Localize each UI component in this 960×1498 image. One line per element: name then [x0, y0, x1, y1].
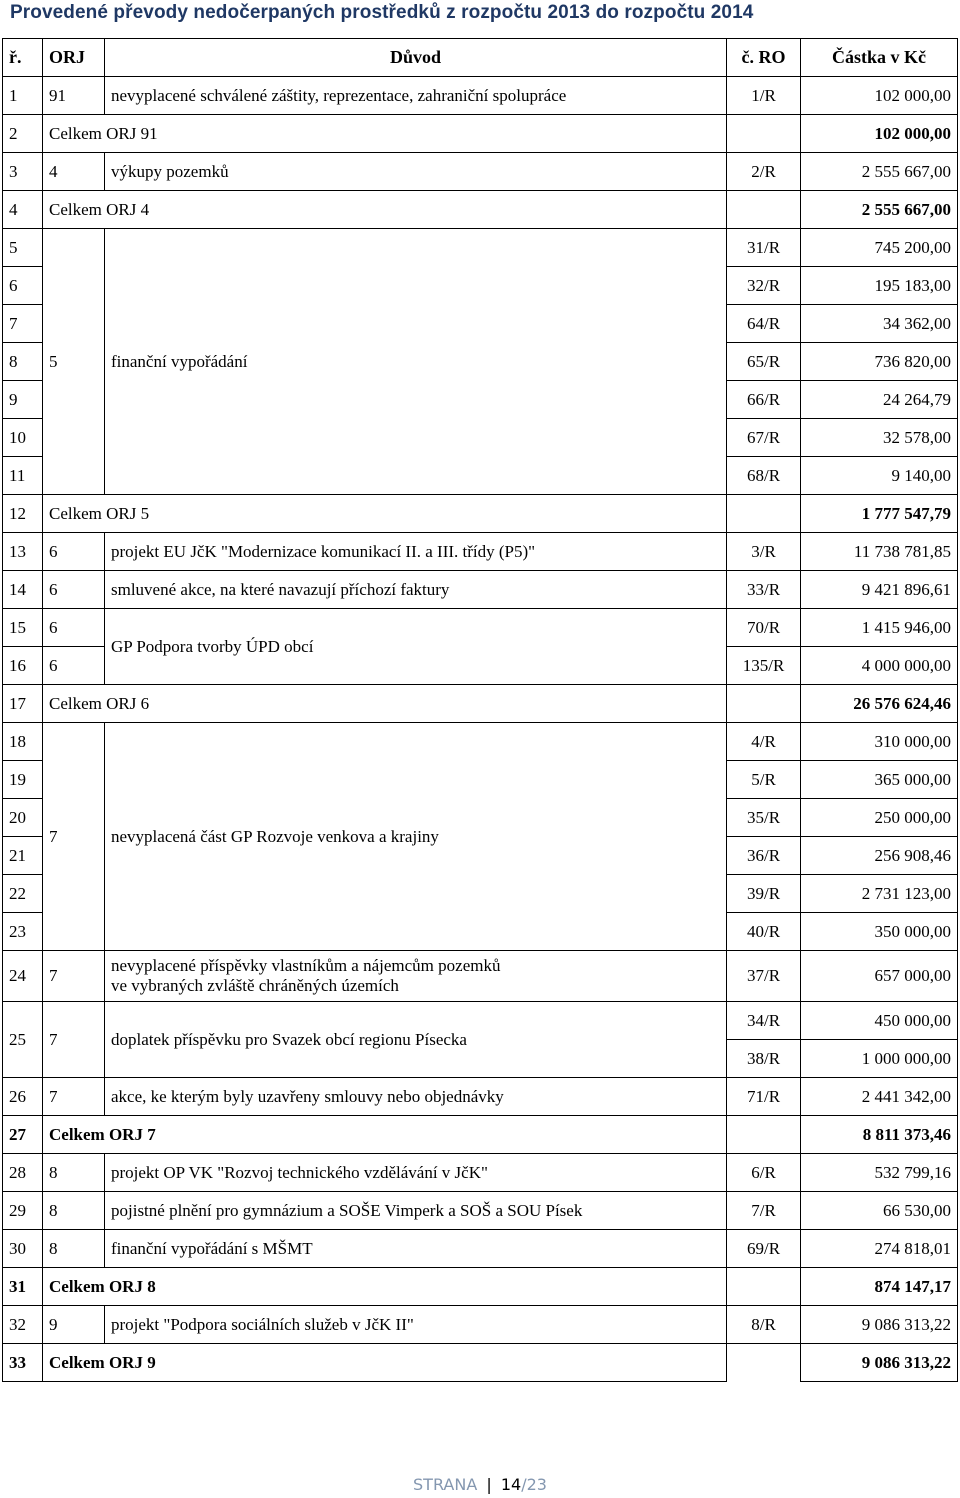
ro-cell: 32/R — [727, 267, 801, 305]
row-number: 18 — [3, 723, 43, 761]
orj-cell: 6 — [43, 609, 105, 647]
header-ro: č. RO — [727, 39, 801, 77]
row-number: 1 — [3, 77, 43, 115]
table-row — [3, 153, 958, 191]
orj-cell: 7 — [43, 951, 105, 1002]
row-number: 21 — [3, 837, 43, 875]
ro-cell: 3/R — [727, 533, 801, 571]
total-label: Celkem ORJ 8 — [43, 1268, 727, 1306]
table-row — [3, 1230, 958, 1268]
row-number: 24 — [3, 951, 43, 1002]
footer-label: STRANA — [413, 1475, 478, 1494]
ro-cell: 70/R — [727, 609, 801, 647]
row-number: 10 — [3, 419, 43, 457]
row-number: 32 — [3, 1306, 43, 1344]
amount-cell: 274 818,01 — [801, 1230, 958, 1268]
total-label: Celkem ORJ 5 — [43, 495, 727, 533]
amount-cell: 2 441 342,00 — [801, 1078, 958, 1116]
reason-cell: doplatek příspěvku pro Svazek obcí regionu Písecka — [105, 1002, 727, 1078]
total-label: Celkem ORJ 9 — [43, 1344, 727, 1382]
row-number: 19 — [3, 761, 43, 799]
orj-cell: 8 — [43, 1192, 105, 1230]
orj-cell: 7 — [43, 1078, 105, 1116]
ro-cell: 65/R — [727, 343, 801, 381]
total-label: Celkem ORJ 7 — [43, 1116, 727, 1154]
row-number: 6 — [3, 267, 43, 305]
amount-cell: 11 738 781,85 — [801, 533, 958, 571]
ro-cell: 64/R — [727, 305, 801, 343]
reason-cell: GP Podpora tvorby ÚPD obcí — [105, 609, 727, 685]
ro-cell: 69/R — [727, 1230, 801, 1268]
row-number: 3 — [3, 153, 43, 191]
ro-cell: 40/R — [727, 913, 801, 951]
amount-cell: 195 183,00 — [801, 267, 958, 305]
ro-cell: 39/R — [727, 875, 801, 913]
orj-cell: 6 — [43, 571, 105, 609]
row-number: 4 — [3, 191, 43, 229]
table-header — [3, 39, 958, 77]
ro-cell: 5/R — [727, 761, 801, 799]
transfers-table — [2, 38, 958, 1382]
table-row — [3, 533, 958, 571]
footer-page: 14 — [500, 1475, 522, 1494]
ro-cell: 68/R — [727, 457, 801, 495]
amount-cell: 310 000,00 — [801, 723, 958, 761]
amount-cell: 24 264,79 — [801, 381, 958, 419]
reason-cell: finanční vypořádání s MŠMT — [105, 1230, 727, 1268]
row-number: 29 — [3, 1192, 43, 1230]
row-number: 8 — [3, 343, 43, 381]
orj-cell: 8 — [43, 1154, 105, 1192]
total-amount: 874 147,17 — [801, 1268, 958, 1306]
table-row — [3, 723, 958, 761]
reason-cell: nevyplacená část GP Rozvoje venkova a krajiny — [105, 723, 727, 951]
total-amount: 1 777 547,79 — [801, 495, 958, 533]
table-row — [3, 1002, 958, 1040]
reason-cell: finanční vypořádání — [105, 229, 727, 495]
row-number: 2 — [3, 115, 43, 153]
ro-cell: 38/R — [727, 1040, 801, 1078]
row-number: 7 — [3, 305, 43, 343]
page-footer: STRANA | 14/23 — [413, 1475, 547, 1494]
row-number: 20 — [3, 799, 43, 837]
total-row — [3, 1116, 958, 1154]
table-row — [3, 77, 958, 115]
total-amount: 9 086 313,22 — [801, 1344, 958, 1382]
amount-cell: 66 530,00 — [801, 1192, 958, 1230]
reason-cell: výkupy pozemků — [105, 153, 727, 191]
header-r: ř. — [3, 39, 43, 77]
ro-cell: 67/R — [727, 419, 801, 457]
footer-total: 23 — [526, 1475, 547, 1494]
total-label: Celkem ORJ 91 — [43, 115, 727, 153]
total-label: Celkem ORJ 4 — [43, 191, 727, 229]
row-number: 16 — [3, 647, 43, 685]
row-number: 5 — [3, 229, 43, 267]
amount-cell: 1 415 946,00 — [801, 609, 958, 647]
amount-cell: 1 000 000,00 — [801, 1040, 958, 1078]
total-row — [3, 495, 958, 533]
reason-line-1: nevyplacené příspěvky vlastníkům a nájemcům pozemků — [111, 955, 501, 975]
reason-cell: akce, ke kterým byly uzavřeny smlouvy nebo objednávky — [105, 1078, 727, 1116]
row-number: 17 — [3, 685, 43, 723]
table-row — [3, 951, 958, 1002]
amount-cell: 9 421 896,61 — [801, 571, 958, 609]
row-number: 9 — [3, 381, 43, 419]
ro-cell: 35/R — [727, 799, 801, 837]
table-row — [3, 1306, 958, 1344]
orj-cell: 7 — [43, 723, 105, 951]
amount-cell: 2 555 667,00 — [801, 153, 958, 191]
ro-cell: 33/R — [727, 571, 801, 609]
amount-cell: 2 731 123,00 — [801, 875, 958, 913]
ro-cell: 8/R — [727, 1306, 801, 1344]
row-number: 33 — [3, 1344, 43, 1382]
row-number: 12 — [3, 495, 43, 533]
orj-cell: 91 — [43, 77, 105, 115]
orj-cell: 5 — [43, 229, 105, 495]
row-number: 26 — [3, 1078, 43, 1116]
amount-cell: 9 140,00 — [801, 457, 958, 495]
amount-cell: 34 362,00 — [801, 305, 958, 343]
amount-cell: 9 086 313,22 — [801, 1306, 958, 1344]
orj-cell: 9 — [43, 1306, 105, 1344]
total-row — [3, 685, 958, 723]
reason-cell: projekt "Podpora sociálních služeb v JčK II" — [105, 1306, 727, 1344]
ro-cell: 2/R — [727, 153, 801, 191]
ro-cell: 7/R — [727, 1192, 801, 1230]
ro-cell: 31/R — [727, 229, 801, 267]
amount-cell: 657 000,00 — [801, 951, 958, 1002]
orj-cell: 8 — [43, 1230, 105, 1268]
total-amount: 8 811 373,46 — [801, 1116, 958, 1154]
total-row — [3, 1268, 958, 1306]
row-number: 30 — [3, 1230, 43, 1268]
header-duvod: Důvod — [105, 39, 727, 77]
ro-cell: 37/R — [727, 951, 801, 1002]
ro-cell: 36/R — [727, 837, 801, 875]
amount-cell: 102 000,00 — [801, 77, 958, 115]
ro-cell: 34/R — [727, 1002, 801, 1040]
reason-line-2: ve vybraných zvláště chráněných územích — [111, 976, 399, 995]
row-number: 13 — [3, 533, 43, 571]
orj-cell: 6 — [43, 533, 105, 571]
reason-cell: projekt EU JčK "Modernizace komunikací II. a III. třídy (P5)" — [105, 533, 727, 571]
total-row — [3, 191, 958, 229]
ro-cell: 6/R — [727, 1154, 801, 1192]
table-row — [3, 229, 958, 267]
row-number: 14 — [3, 571, 43, 609]
total-amount: 102 000,00 — [801, 115, 958, 153]
table-row — [3, 609, 958, 647]
amount-cell: 450 000,00 — [801, 1002, 958, 1040]
header-castka: Částka v Kč — [801, 39, 958, 77]
total-amount: 26 576 624,46 — [801, 685, 958, 723]
amount-cell: 256 908,46 — [801, 837, 958, 875]
amount-cell: 250 000,00 — [801, 799, 958, 837]
orj-cell: 4 — [43, 153, 105, 191]
reason-cell: smluvené akce, na které navazují příchozí faktury — [105, 571, 727, 609]
ro-cell: 71/R — [727, 1078, 801, 1116]
orj-cell: 7 — [43, 1002, 105, 1078]
reason-cell: projekt OP VK "Rozvoj technického vzdělávání v JčK" — [105, 1154, 727, 1192]
table-row — [3, 1078, 958, 1116]
amount-cell: 365 000,00 — [801, 761, 958, 799]
row-number: 15 — [3, 609, 43, 647]
amount-cell: 532 799,16 — [801, 1154, 958, 1192]
reason-cell: nevyplacené schválené záštity, reprezentace, zahraniční spolupráce — [105, 77, 727, 115]
amount-cell: 745 200,00 — [801, 229, 958, 267]
page-title: Provedené převody nedočerpaných prostředků z rozpočtu 2013 do rozpočtu 2014 — [10, 2, 754, 23]
total-label: Celkem ORJ 6 — [43, 685, 727, 723]
table-row — [3, 1154, 958, 1192]
ro-cell: 135/R — [727, 647, 801, 685]
amount-cell: 350 000,00 — [801, 913, 958, 951]
table-row — [3, 1192, 958, 1230]
reason-cell: pojistné plnění pro gymnázium a SOŠE Vimperk a SOŠ a SOU Písek — [105, 1192, 727, 1230]
amount-cell: 32 578,00 — [801, 419, 958, 457]
header-orj: ORJ — [43, 39, 105, 77]
reason-cell — [105, 951, 727, 1002]
total-row — [3, 1344, 958, 1382]
ro-cell: 4/R — [727, 723, 801, 761]
row-number: 28 — [3, 1154, 43, 1192]
row-number: 25 — [3, 1002, 43, 1078]
row-number: 23 — [3, 913, 43, 951]
row-number: 22 — [3, 875, 43, 913]
row-number: 31 — [3, 1268, 43, 1306]
amount-cell: 4 000 000,00 — [801, 647, 958, 685]
ro-cell: 66/R — [727, 381, 801, 419]
row-number: 11 — [3, 457, 43, 495]
row-number: 27 — [3, 1116, 43, 1154]
total-amount: 2 555 667,00 — [801, 191, 958, 229]
orj-cell: 6 — [43, 647, 105, 685]
total-row — [3, 115, 958, 153]
amount-cell: 736 820,00 — [801, 343, 958, 381]
table-row — [3, 571, 958, 609]
ro-cell: 1/R — [727, 77, 801, 115]
